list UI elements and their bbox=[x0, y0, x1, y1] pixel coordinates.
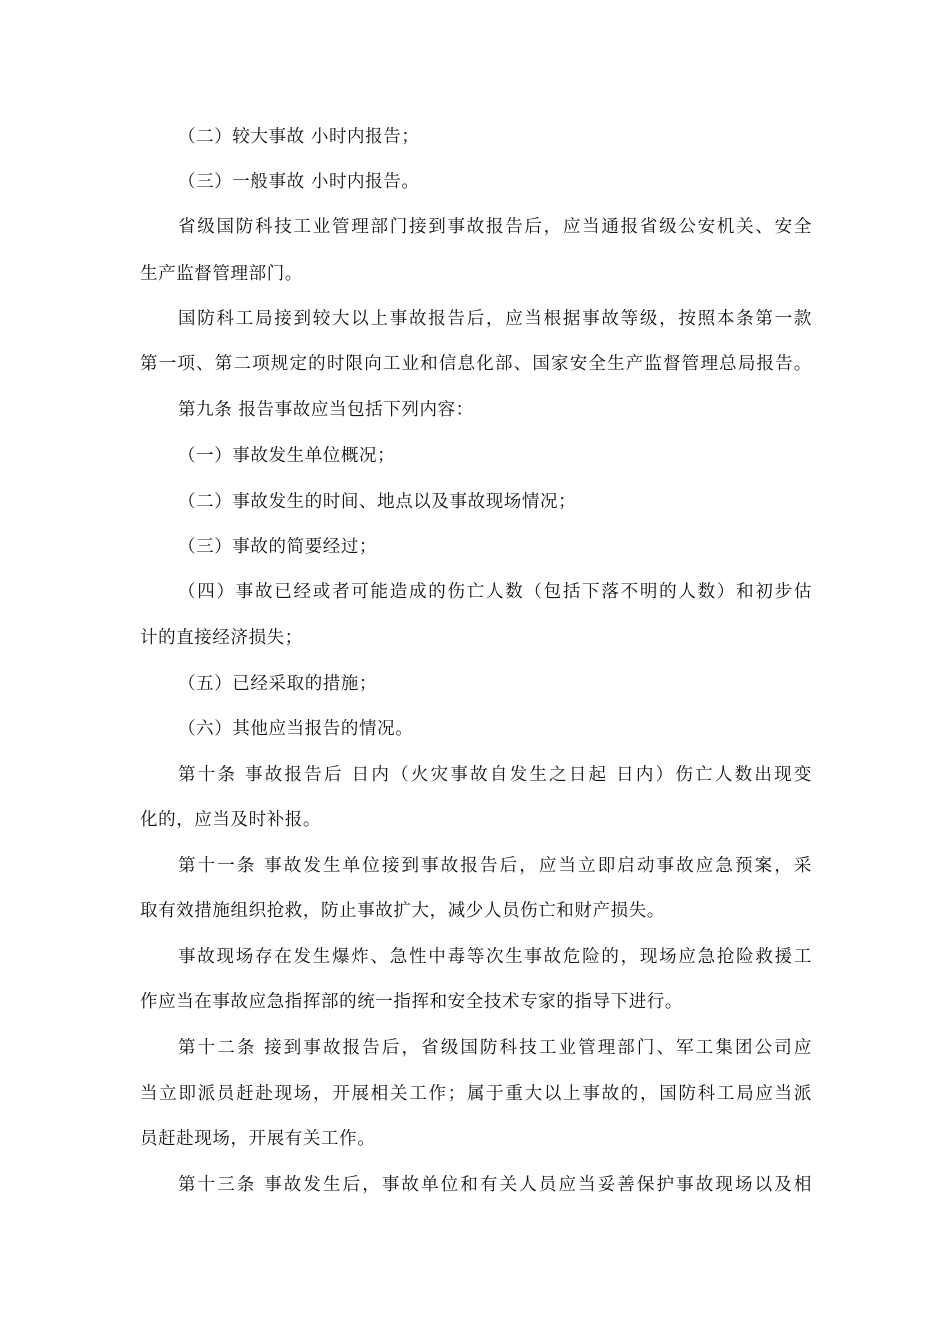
text-line: 作应当在事故应急指挥部的统一指挥和安全技术专家的指导下进行。 bbox=[140, 992, 683, 1012]
text-line: （二）较大事故 小时内报告； bbox=[178, 127, 420, 147]
text-line: 计的直接经济损失； bbox=[140, 628, 303, 648]
list-item: （五）已经采取的措施； bbox=[178, 674, 378, 694]
list-item: （一）事故发生单位概况； bbox=[178, 446, 396, 466]
text-line: 第一项、第二项规定的时限向工业和信息化部、国家安全生产监督管理总局报告。 bbox=[140, 354, 812, 374]
list-item: （二）事故发生的时间、地点以及事故现场情况； bbox=[178, 492, 577, 512]
article-heading-10: 第十条 事故报告后 日内（火灾事故自发生之日起 日内）伤亡人数出现变 bbox=[178, 765, 812, 785]
article-heading-13: 第十三条 事故发生后，事故单位和有关人员应当妥善保护事故现场以及相 bbox=[178, 1175, 812, 1195]
article-heading-12: 第十二条 接到事故报告后，省级国防科技工业管理部门、军工集团公司应 bbox=[178, 1038, 812, 1058]
list-item: （六）其他应当报告的情况。 bbox=[178, 719, 414, 739]
text-line: 国防科工局接到较大以上事故报告后，应当根据事故等级，按照本条第一款 bbox=[178, 309, 812, 329]
text-line: 当立即派员赶赴现场，开展相关工作；属于重大以上事故的，国防科工局应当派 bbox=[140, 1084, 812, 1104]
article-heading-11: 第十一条 事故发生单位接到事故报告后，应当立即启动事故应急预案，采 bbox=[178, 856, 812, 876]
text-line: （三）一般事故 小时内报告。 bbox=[178, 172, 420, 192]
text-line: 取有效措施组织抢救，防止事故扩大，减少人员伤亡和财产损失。 bbox=[140, 901, 665, 921]
text-line: 生产监督管理部门。 bbox=[140, 264, 303, 284]
list-item: （三）事故的简要经过； bbox=[178, 537, 378, 557]
list-item: （四）事故已经或者可能造成的伤亡人数（包括下落不明的人数）和初步估 bbox=[178, 582, 812, 602]
article-heading-9: 第九条 报告事故应当包括下列内容： bbox=[178, 400, 474, 420]
text-line: 化的，应当及时补报。 bbox=[140, 810, 321, 830]
text-line: 员赶赴现场，开展有关工作。 bbox=[140, 1129, 376, 1149]
text-line: 省级国防科技工业管理部门接到事故报告后，应当通报省级公安机关、安全 bbox=[178, 217, 812, 237]
text-line: 事故现场存在发生爆炸、急性中毒等次生事故危险的，现场应急抢险救援工 bbox=[178, 947, 812, 967]
